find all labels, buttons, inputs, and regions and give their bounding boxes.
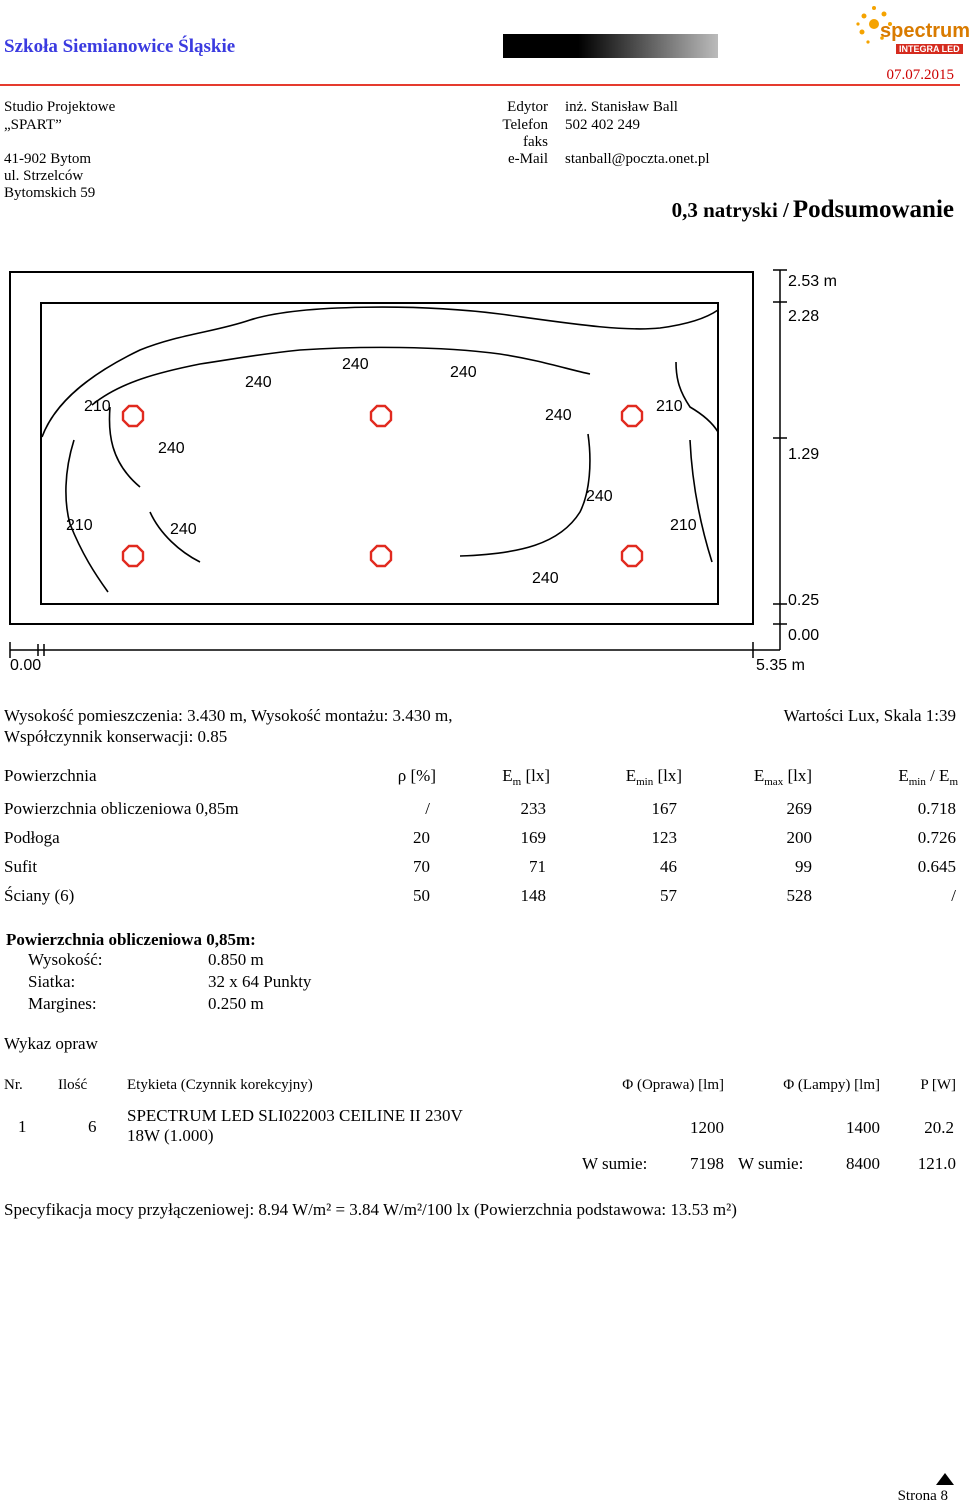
label-editor: Edytor <box>507 99 548 115</box>
document-date: 07.07.2015 <box>886 67 954 83</box>
company-line-3: 41-902 Bytom <box>4 151 92 167</box>
lum-col-flux-luminaire: Φ (Oprawa) [lm] <box>622 1077 724 1093</box>
luminaire-icon <box>622 546 642 566</box>
sum-label: W sumie: <box>582 1154 648 1173</box>
page-title <box>672 196 954 224</box>
contour-label: 240 <box>545 407 572 424</box>
logo-text: spectrum <box>880 20 970 42</box>
contour-label: 240 <box>170 521 197 538</box>
lum-col-qty: Ilość <box>58 1077 88 1093</box>
sum-flux-lamps: 8400 <box>846 1154 880 1173</box>
spectrum-logo <box>852 2 970 62</box>
logo-subtext: INTEGRA LED <box>896 44 963 54</box>
surfaces-col-rho: ρ [%] <box>397 766 436 785</box>
lum-qty: 6 <box>88 1117 97 1136</box>
surface-em: 169 <box>520 828 546 847</box>
contour-label: 210 <box>670 517 697 534</box>
company-line-2: „SPART” <box>4 117 62 133</box>
label-fax: faks <box>523 134 548 150</box>
surface-emax: 269 <box>786 799 812 818</box>
surface-name: Sufit <box>4 857 38 876</box>
contour-label: 210 <box>84 398 111 415</box>
surface-uniformity: 0.645 <box>917 857 956 876</box>
dim-label: 2.53 m <box>788 273 837 290</box>
surfaces-col-surface: Powierzchnia <box>4 766 97 785</box>
dim-label-origin: 0.00 <box>10 657 42 674</box>
calc-plane-title: Powierzchnia obliczeniowa 0,85m: <box>6 930 256 949</box>
surface-name: Podłoga <box>4 828 60 847</box>
surface-emax: 99 <box>795 857 812 876</box>
calc-plane-label: Wysokość: <box>28 950 103 969</box>
luminaire-list-title: Wykaz opraw <box>4 1034 98 1053</box>
header-gradient-bar <box>503 34 718 58</box>
calc-plane-value: 32 x 64 Punkty <box>208 972 312 991</box>
school-name: Szkoła Siemianowice Śląskie <box>4 36 236 57</box>
lum-col-label: Etykieta (Czynnik korekcyjny) <box>127 1077 313 1093</box>
surface-rho: 50 <box>413 886 430 905</box>
room-heights: Wysokość pomieszczenia: 3.430 m, Wysokość montażu: 3.430 m, <box>4 706 453 725</box>
lum-correction: 18W (1.000) <box>127 1126 214 1145</box>
contour-label: 210 <box>66 517 93 534</box>
surface-em: 233 <box>520 799 546 818</box>
contour-label: 240 <box>342 356 369 373</box>
luminaire-icon <box>371 546 391 566</box>
surface-emin: 167 <box>651 799 677 818</box>
label-email: e-Mail <box>508 151 548 167</box>
label-phone: Telefon <box>502 117 548 133</box>
scale-info: Wartości Lux, Skala 1:39 <box>783 706 956 725</box>
surface-name: Ściany (6) <box>4 886 75 905</box>
contour-label: 240 <box>158 440 185 457</box>
surface-emin: 123 <box>651 828 677 847</box>
contour-label: 240 <box>586 488 613 505</box>
surface-rho: 20 <box>413 828 430 847</box>
lum-col-nr: Nr. <box>4 1077 23 1093</box>
sum-power: 121.0 <box>917 1154 956 1173</box>
dim-label-width: 5.35 m <box>756 657 805 674</box>
calc-plane-value: 0.250 m <box>208 994 264 1013</box>
contour-label: 240 <box>245 374 272 391</box>
header-divider <box>0 84 960 86</box>
dim-label: 1.29 <box>788 446 820 463</box>
dim-label: 2.28 <box>788 308 820 325</box>
value-phone: 502 402 249 <box>565 117 640 133</box>
dim-label: 0.25 <box>788 592 820 609</box>
lum-power: 20.2 <box>924 1118 954 1137</box>
lum-col-flux-lamps: Φ (Lampy) [lm] <box>783 1077 880 1093</box>
surface-uniformity: 0.726 <box>917 828 956 847</box>
maintenance-factor: Współczynnik konserwacji: 0.85 <box>4 727 228 746</box>
sum-flux-luminaire: 7198 <box>690 1154 724 1173</box>
lum-flux-lamps: 1400 <box>846 1118 880 1137</box>
luminaire-icon <box>371 406 391 426</box>
project-title: 0,3 natryski / <box>671 198 789 222</box>
surface-em: 71 <box>529 857 546 876</box>
surface-emax: 528 <box>786 886 812 905</box>
surface-rho: / <box>425 799 430 818</box>
lum-col-power: P [W] <box>920 1077 956 1093</box>
surface-name: Powierzchnia obliczeniowa 0,85m <box>4 799 239 818</box>
surface-emin: 57 <box>660 886 677 905</box>
section-title: Podsumowanie <box>792 196 954 223</box>
power-specification: Specyfikacja mocy przyłączeniowej: 8.94 W/m² = 3.84 W/m²/100 lx (Powierzchnia podstawowa: 13.53 m²) <box>4 1200 737 1219</box>
luminaire-icon <box>123 406 143 426</box>
dimension-lines <box>10 270 787 658</box>
surface-rho: 70 <box>413 857 430 876</box>
dim-label: 0.00 <box>788 627 820 644</box>
calc-plane-label: Margines: <box>28 994 97 1013</box>
surface-emin: 46 <box>660 857 677 876</box>
sum-label: W sumie: <box>738 1154 804 1173</box>
surface-uniformity: 0.718 <box>917 799 956 818</box>
company-line-5: Bytomskich 59 <box>4 185 96 201</box>
lum-flux-luminaire: 1200 <box>690 1118 724 1137</box>
lum-nr: 1 <box>18 1117 27 1136</box>
contour-label: 240 <box>532 570 559 587</box>
contour-label: 240 <box>450 364 477 381</box>
isolux-contours <box>42 307 718 592</box>
luminaire-markers <box>123 406 642 566</box>
room-outline-outer <box>10 272 753 624</box>
value-editor: inż. Stanisław Ball <box>565 99 678 115</box>
surface-emax: 200 <box>786 828 812 847</box>
surface-em: 148 <box>520 886 546 905</box>
company-line-4: ul. Strzelców <box>4 168 84 184</box>
calc-plane-label: Siatka: <box>28 972 76 991</box>
lum-label: SPECTRUM LED SLI022003 CEILINE II 230V <box>127 1106 463 1125</box>
value-email: stanball@poczta.onet.pl <box>565 151 710 167</box>
calc-plane-value: 0.850 m <box>208 950 264 969</box>
luminaire-icon <box>622 406 642 426</box>
up-arrow-icon <box>935 1472 955 1486</box>
surfaces-col-uniformity: $E_{min} / E_m$ <box>898 766 958 788</box>
surface-uniformity: / <box>951 886 956 905</box>
contour-label: 210 <box>656 398 683 415</box>
surfaces-col-em: $E_m$ [lx] <box>502 766 550 788</box>
surfaces-col-emax: $E_{max}$ [lx] <box>753 766 812 788</box>
surfaces-col-emin: $E_{min}$ [lx] <box>625 766 682 788</box>
page-number: Strona 8 <box>897 1488 948 1504</box>
luminaire-icon <box>123 546 143 566</box>
company-line-1: Studio Projektowe <box>4 99 116 115</box>
